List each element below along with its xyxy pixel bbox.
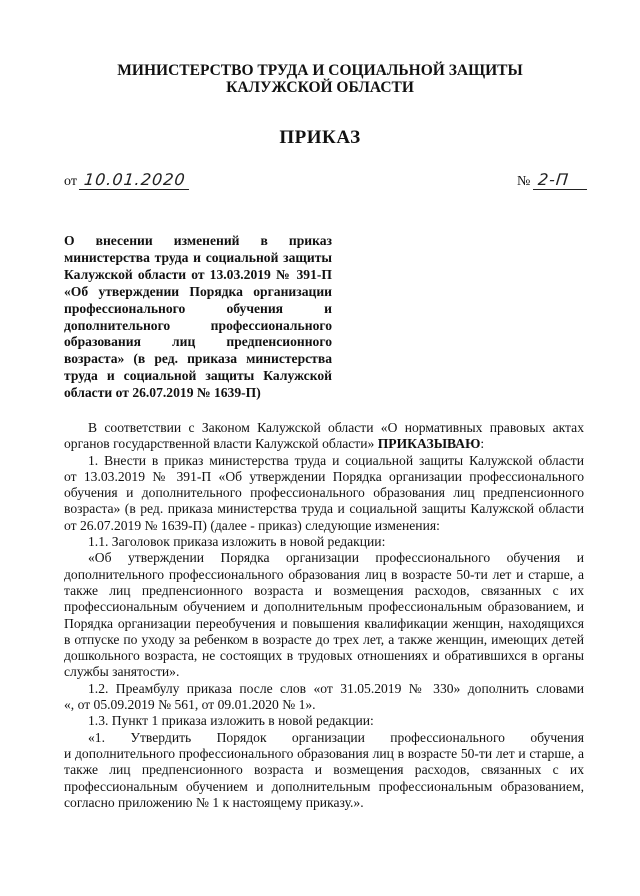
body-line: Порядка организации переобучения и повышения квалификации женщин, находящихся xyxy=(64,615,584,631)
body-line: профессиональным обучением и дополнительным профессиональным образованием, и xyxy=(64,599,584,615)
subject-line: О внесении изменений в приказ xyxy=(64,233,332,248)
body-line: 1.1. Заголовок приказа изложить в новой редакции: xyxy=(88,534,386,550)
order-body xyxy=(64,420,584,811)
body-line: от 13.03.2019 № 391-П «Об утверждении Порядка организации профессионального xyxy=(64,468,584,484)
body-line: «1. Утвердить Порядок организации профессионального обучения xyxy=(88,729,584,745)
ministry-name xyxy=(0,62,640,96)
body-line: 1.3. Пункт 1 приказа изложить в новой редакции: xyxy=(88,713,374,729)
body-line: «Об утверждении Порядка организации профессионального обучения и xyxy=(88,550,584,566)
document-type: ПРИКАЗ xyxy=(279,127,361,148)
body-line: возраста» (в ред. приказа министерства труда и социальной защиты Калужской области xyxy=(64,501,584,517)
body-line: в отпуске по уходу за ребенком в возрасте до трех лет, а также женщин, имеющих детей xyxy=(64,631,584,647)
order-subject xyxy=(64,233,332,402)
body-line: обучения и дополнительного профессионального образования лиц предпенсионного xyxy=(64,485,584,501)
orders-word: ПРИКАЗЫВАЮ xyxy=(377,436,481,452)
ministry-line-1: МИНИСТЕРСТВО ТРУДА И СОЦИАЛЬНОЙ ЗАЩИТЫ xyxy=(117,62,523,79)
subject-line: министерства труда и социальной защиты xyxy=(64,249,332,265)
subject-line: «Об утверждении Порядка организации xyxy=(64,283,332,299)
preamble-tail: : xyxy=(480,436,485,452)
body-line: 1. Внести в приказ министерства труда и социальной защиты Калужской области xyxy=(88,452,584,468)
preamble-line-1: В соответствии с Законом Калужской области «О нормативных правовых актах xyxy=(88,420,584,435)
subject-line: Калужской области от 13.03.2019 № 391-П xyxy=(64,266,332,282)
number-value: 2-П xyxy=(533,170,589,190)
body-line: дошкольного возраста, не состоящих в трудовых отношениях и обратившихся в органы xyxy=(64,648,584,664)
body-line: от 26.07.2019 № 1639-П) (далее - приказ) следующие изменения: xyxy=(64,517,440,533)
ministry-line-2: КАЛУЖСКОЙ ОБЛАСТИ xyxy=(226,79,414,96)
body-line: 1.2. Преамбулу приказа после слов «от 31.05.2019 № 330» дополнить словами xyxy=(88,680,584,696)
subject-line: возраста» (в ред. приказа министерства xyxy=(64,351,332,367)
preamble-line-2 xyxy=(64,436,584,452)
subject-line: труда и социальной защиты Калужской xyxy=(64,368,332,384)
subject-line: профессионального обучения и xyxy=(64,300,332,316)
preamble-text: органов государственной власти Калужской области» xyxy=(64,436,375,452)
order-number xyxy=(517,170,588,190)
number-prefix: № xyxy=(517,174,531,189)
body-line: профессиональным обучением и дополнительным профессиональным образованием, xyxy=(64,778,584,794)
body-line: и дополнительного профессионального образования лиц в возрасте 50-ти лет и старше, а xyxy=(64,745,584,761)
body-line: службы занятости». xyxy=(64,664,180,680)
date-prefix: от xyxy=(64,174,77,189)
subject-line: дополнительного профессионального xyxy=(64,317,332,333)
body-line: «, от 05.09.2019 № 561, от 09.01.2020 № 1». xyxy=(64,697,316,713)
body-line: также лиц предпенсионного возраста и возмещения расходов, связанных с их xyxy=(64,582,584,598)
body-line: согласно приложению № 1 к настоящему приказу.». xyxy=(64,794,364,810)
subject-line: области от 26.07.2019 № 1639-П) xyxy=(64,385,261,401)
date-value: 10.01.2020 xyxy=(79,170,191,190)
subject-line: образования лиц предпенсионного xyxy=(64,334,332,350)
order-date xyxy=(64,170,190,190)
body-line: также лиц предпенсионного возраста и возмещения расходов, связанных с их xyxy=(64,762,584,778)
body-line: дополнительного профессионального образования лиц в возрасте 50-ти лет и старше, а xyxy=(64,566,584,582)
